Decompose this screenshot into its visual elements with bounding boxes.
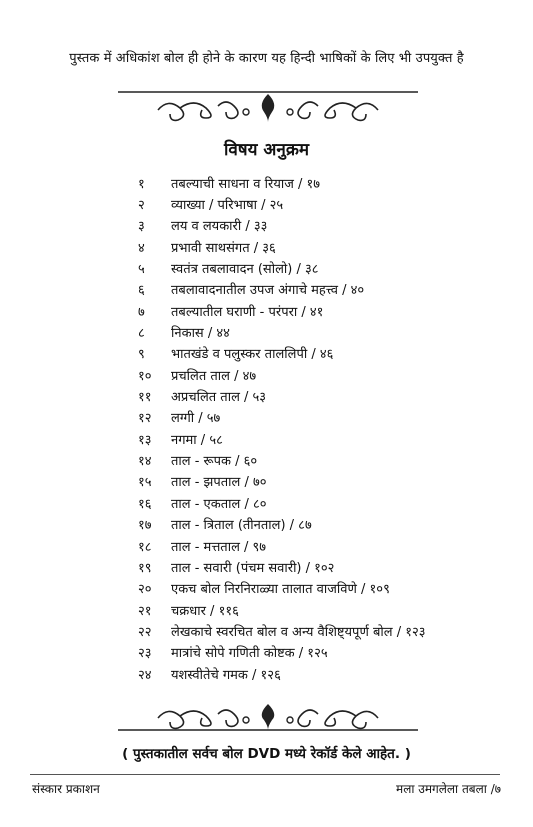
toc-item-6 <box>138 279 518 300</box>
toc-item-1 <box>138 172 518 193</box>
toc-number: २० <box>138 582 152 598</box>
toc-item-17 <box>138 514 518 535</box>
toc-number: १५ <box>138 475 152 491</box>
toc-number: १० <box>138 368 152 384</box>
toc-item-23 <box>138 642 518 663</box>
toc-number: २१ <box>138 603 152 619</box>
toc-item-4 <box>138 236 518 257</box>
toc-title: भातखंडे व पलुस्कर ताललिपी / ४६ <box>171 347 334 363</box>
toc-title: ताल - मत्तताल / ९७ <box>171 539 267 555</box>
toc-number: ९ <box>138 347 145 363</box>
toc-item-18 <box>138 535 518 556</box>
toc-number: १४ <box>138 454 152 470</box>
toc-title: मात्रांचे सोपे गणिती कोष्टक / १२५ <box>171 646 328 662</box>
toc-title: तबलावादनातील उपज अंगाचे महत्त्व / ४० <box>171 283 365 299</box>
toc-number: ४ <box>138 240 145 256</box>
toc-title: एकच बोल निरनिराळ्या तालात वाजविणे / १०९ <box>171 582 390 598</box>
top-ornament-divider <box>118 88 418 124</box>
toc-number: ७ <box>138 304 145 320</box>
toc-item-8 <box>138 321 518 342</box>
toc-title: यशस्वीतेचे गमक / १२६ <box>171 667 281 683</box>
toc-item-9 <box>138 343 518 364</box>
toc-title: लग्गी / ५७ <box>171 411 221 427</box>
toc-title: अप्रचलित ताल / ५३ <box>171 390 267 406</box>
toc-title: चक्रधार / ११६ <box>171 603 239 619</box>
toc-number: ३ <box>138 219 145 235</box>
toc-item-10 <box>138 364 518 385</box>
toc-item-21 <box>138 599 518 620</box>
toc-title: ताल - रूपक / ६० <box>171 454 258 470</box>
toc-number: २४ <box>138 667 152 683</box>
toc-title: ताल - सवारी (पंचम सवारी) / १०२ <box>171 560 335 576</box>
toc-item-24 <box>138 663 518 684</box>
toc-number: १ <box>138 176 145 192</box>
toc-title: प्रभावी साथसंगत / ३६ <box>171 240 276 256</box>
bottom-ornament-divider <box>118 700 418 736</box>
toc-number: २ <box>138 198 145 214</box>
toc-title: ताल - त्रिताल (तीनताल) / ८७ <box>171 518 312 534</box>
toc-item-3 <box>138 215 518 236</box>
toc-number: १७ <box>138 518 152 534</box>
toc-number: १२ <box>138 411 152 427</box>
page-footer-title: मला उमगलेला तबला /७ <box>396 782 501 796</box>
toc-title: व्याख्या / परिभाषा / २५ <box>171 198 284 214</box>
toc-item-19 <box>138 556 518 577</box>
toc-number: ६ <box>138 283 145 299</box>
publisher-name: संस्कार प्रकाशन <box>32 782 100 796</box>
toc-item-7 <box>138 300 518 321</box>
toc-number: ५ <box>138 262 145 278</box>
toc-item-22 <box>138 620 518 641</box>
toc-title: लेखकाचे स्वरचित बोल व अन्य वैशिष्ट्यपूर्ण बोल / १२३ <box>171 624 426 640</box>
toc-heading: विषय अनुक्रम <box>223 140 310 160</box>
toc-item-15 <box>138 471 518 492</box>
dvd-note: ( पुस्तकातील सर्वच बोल DVD मध्ये रेकॉर्ड केले आहेत. ) <box>122 746 411 762</box>
toc-item-12 <box>138 407 518 428</box>
footer-divider <box>30 774 500 775</box>
toc-number: १८ <box>138 539 152 555</box>
toc-item-14 <box>138 449 518 470</box>
toc-title: नगमा / ५८ <box>171 432 223 448</box>
toc-number: ११ <box>138 390 152 406</box>
toc-title: स्वतंत्र तबलावादन (सोलो) / ३८ <box>171 262 319 278</box>
toc-title: प्रचलित ताल / ४७ <box>171 368 257 384</box>
toc-number: १३ <box>138 432 152 448</box>
toc-number: २२ <box>138 624 152 640</box>
toc-number: २३ <box>138 646 152 662</box>
toc-item-11 <box>138 385 518 406</box>
toc-title: लय व लयकारी / ३३ <box>171 219 268 235</box>
toc-item-13 <box>138 428 518 449</box>
toc-title: तबल्यातील घराणी - परंपरा / ४१ <box>171 304 324 320</box>
toc-item-5 <box>138 257 518 278</box>
toc-item-16 <box>138 492 518 513</box>
toc-number: ८ <box>138 326 145 342</box>
intro-text: पुस्तक में अधिकांश बोल ही होने के कारण यह हिन्दी भाषिकों के लिए भी उपयुक्त है <box>69 51 464 66</box>
toc-number: १९ <box>138 560 152 576</box>
toc-item-20 <box>138 578 518 599</box>
toc-title: तबल्याची साधना व रियाज / १७ <box>171 176 321 192</box>
toc-title: ताल - झपताल / ७० <box>171 475 267 491</box>
toc-title: निकास / ४४ <box>171 326 230 342</box>
table-of-contents <box>138 172 518 684</box>
toc-item-2 <box>138 193 518 214</box>
toc-number: १६ <box>138 496 152 512</box>
toc-title: ताल - एकताल / ८० <box>171 496 267 512</box>
